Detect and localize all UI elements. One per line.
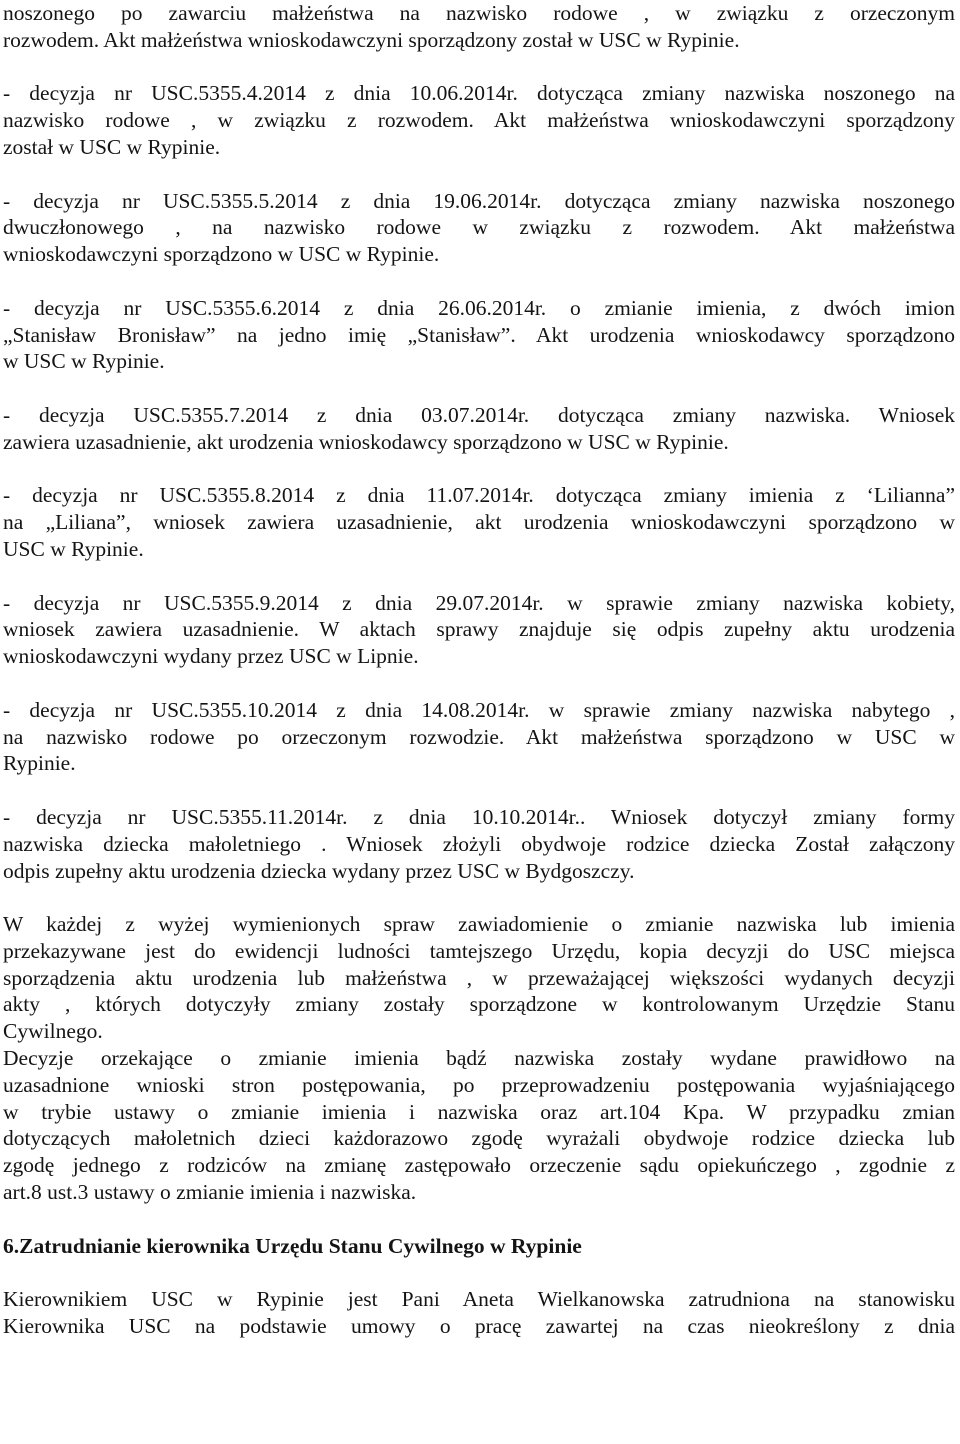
paragraph-gap — [3, 777, 955, 804]
paragraph — [3, 697, 955, 777]
paragraph — [3, 295, 955, 375]
document-page — [3, 0, 955, 1340]
text-line: nazwisko rodowe , w związku z rozwodem. Akt małżeństwa wnioskodawczyni sporządzony — [3, 108, 955, 133]
paragraph-gap — [3, 161, 955, 188]
text-line: Decyzje orzekające o zmianie imienia bądź nazwiska zostały wydane prawidłowo na — [3, 1046, 955, 1071]
text-line: - decyzja nr USC.5355.4.2014 z dnia 10.06.2014r. dotycząca zmiany nazwiska noszonego na — [3, 81, 955, 106]
text-line: W każdej z wyżej wymienionych spraw zawiadomienie o zmianie nazwiska lub imienia — [3, 912, 955, 937]
text-line: zawiera uzasadnienie, akt urodzenia wnioskodawcy sporządzono w USC w Rypinie. — [3, 429, 729, 454]
text-line: - decyzja nr USC.5355.8.2014 z dnia 11.07.2014r. dotycząca zmiany imienia z ‘Lilianna” — [3, 483, 955, 508]
paragraph — [3, 188, 955, 268]
paragraph — [3, 590, 955, 670]
text-line: w trybie ustawy o zmianie imienia i nazwiska oraz art.104 Kpa. W przypadku zmian — [3, 1099, 955, 1124]
text-line: - decyzja USC.5355.7.2014 z dnia 03.07.2014r. dotycząca zmiany nazwiska. Wniosek — [3, 402, 955, 427]
text-line: - decyzja nr USC.5355.6.2014 z dnia 26.06.2014r. o zmianie imienia, z dwóch imion — [3, 295, 955, 320]
text-line: akty , których dotyczyły zmiany zostały sporządzone w kontrolowanym Urzędzie Stanu — [3, 992, 955, 1017]
text-line: art.8 ust.3 ustawy o zmianie imienia i nazwiska. — [3, 1180, 417, 1205]
text-line: - decyzja nr USC.5355.5.2014 z dnia 19.06.2014r. dotycząca zmiany nazwiska noszonego — [3, 188, 955, 213]
text-line: sporządzenia aktu urodzenia lub małżeństwa , w przeważającej większości wydanych decyzji — [3, 965, 955, 990]
paragraph — [3, 1286, 955, 1340]
text-line: Cywilnego. — [3, 1019, 103, 1044]
text-line: Rypinie. — [3, 751, 76, 776]
text-line: „Stanisław Bronisław” na jedno imię „Stanisław”. Akt urodzenia wnioskodawcy sporządzono — [3, 322, 955, 347]
paragraph — [3, 0, 955, 54]
text-line: dwuczłonowego , na nazwisko rodowe w związku z rozwodem. Akt małżeństwa — [3, 215, 955, 240]
paragraph-gap — [3, 456, 955, 483]
text-line: USC w Rypinie. — [3, 536, 144, 561]
paragraph — [3, 911, 955, 1206]
text-line: odpis zupełny aktu urodzenia dziecka wydany przez USC w Bydgoszczy. — [3, 858, 635, 883]
paragraph — [3, 80, 955, 160]
paragraph-gap — [3, 54, 955, 81]
text-line: przekazywane jest do ewidencji ludności tamtejszego Urzędu, kopia decyzji do USC miejsca — [3, 938, 955, 963]
text-line: Kierownikiem USC w Rypinie jest Pani Aneta Wielkanowska zatrudniona na stanowisku — [3, 1287, 955, 1312]
paragraph — [3, 804, 955, 884]
text-line: uzasadnione wnioski stron postępowania, po przeprowadzeniu postępowania wyjaśniającego — [3, 1072, 955, 1097]
text-line: w USC w Rypinie. — [3, 349, 165, 374]
paragraph-gap — [3, 670, 955, 697]
paragraph-gap — [3, 268, 955, 295]
text-line: nazwiska dziecka małoletniego . Wniosek złożyli obydwoje rodzice dziecka Został załączony — [3, 831, 955, 856]
text-line: - decyzja nr USC.5355.10.2014 z dnia 14.08.2014r. w sprawie zmiany nazwiska nabytego , — [3, 697, 955, 722]
paragraph-gap — [3, 1206, 955, 1233]
paragraph — [3, 402, 955, 456]
text-line: wniosek zawiera uzasadnienie. W aktach sprawy znajduje się odpis zupełny aktu urodzenia — [3, 617, 955, 642]
text-line: na nazwisko rodowe po orzeczonym rozwodzie. Akt małżeństwa sporządzono w USC w — [3, 724, 955, 749]
text-line: Kierownika USC na podstawie umowy o pracę zawartej na czas nieokreślony z dnia — [3, 1314, 955, 1339]
text-line: noszonego po zawarciu małżeństwa na nazwisko rodowe , w związku z orzeczonym — [3, 1, 955, 25]
paragraph-gap — [3, 1259, 955, 1286]
text-line: wnioskodawczyni sporządzono w USC w Rypinie. — [3, 242, 440, 267]
text-line: wnioskodawczyni wydany przez USC w Lipnie. — [3, 644, 419, 669]
paragraph-gap — [3, 563, 955, 590]
paragraph-gap — [3, 884, 955, 911]
paragraph-gap — [3, 375, 955, 402]
paragraph — [3, 482, 955, 562]
text-line: - decyzja nr USC.5355.11.2014r. z dnia 10.10.2014r.. Wniosek dotyczył zmiany formy — [3, 804, 955, 829]
text-line: rozwodem. Akt małżeństwa wnioskodawczyni sporządzony został w USC w Rypinie. — [3, 27, 740, 52]
text-line: zgodę jednego z rodziców na zmianę zastępowało orzeczenie sądu opiekuńczego , zgodnie z — [3, 1153, 955, 1178]
text-line: - decyzja nr USC.5355.9.2014 z dnia 29.07.2014r. w sprawie zmiany nazwiska kobiety, — [3, 590, 955, 615]
text-line: 6.Zatrudnianie kierownika Urzędu Stanu Cywilnego w Rypinie — [3, 1233, 582, 1258]
text-line: na „Liliana”, wniosek zawiera uzasadnienie, akt urodzenia wnioskodawczyni sporządzono w — [3, 510, 955, 535]
text-line: został w USC w Rypinie. — [3, 134, 221, 159]
text-line: dotyczących małoletnich dzieci każdorazowo zgodę wyrażali obydwoje rodzice dziecka lub — [3, 1126, 955, 1151]
section-heading — [3, 1233, 955, 1260]
